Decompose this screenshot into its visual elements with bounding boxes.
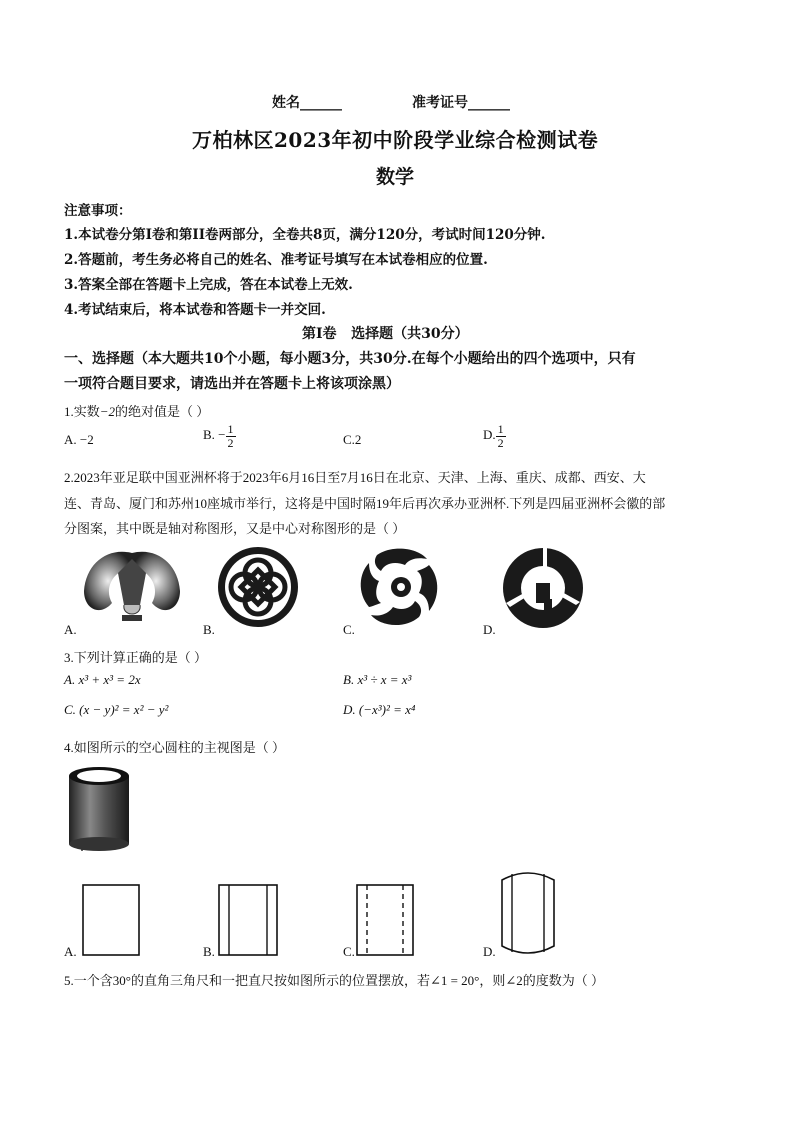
- q2-option-a-label: A.: [64, 622, 77, 637]
- q1-stem-pre: 1.实数: [64, 404, 100, 419]
- q4-option-b-drawing: [218, 884, 278, 956]
- q1-option-d: [483, 423, 506, 449]
- emblem-d-image: [500, 545, 586, 631]
- q1-option-b-denominator: 2: [227, 435, 234, 450]
- q4-option-d-drawing: [498, 868, 558, 958]
- q1-option-d-numerator: 1: [497, 422, 504, 436]
- section-instructions-line1: 一、选择题（本大题共10个小题，每小题3分，共30分.在每个小题给出的四个选项中，只有: [64, 351, 636, 367]
- subject-title: 数学: [376, 166, 415, 188]
- emblem-b-image: [216, 545, 300, 629]
- note-item-1: 1.本试卷分第I卷和第II卷两部分，全卷共8页，满分120分，考试时间120分钟.: [64, 227, 546, 243]
- q4-option-d-label: D.: [483, 944, 496, 959]
- q1-option-b-prefix: B. −: [203, 427, 226, 443]
- q1-stem: [64, 401, 209, 420]
- note-item-3: 3.答案全部在答题卡上完成，答在本试卷上无效.: [64, 277, 353, 293]
- q4-option-c-label: C.: [343, 944, 355, 959]
- q3-option-b: B. x³ ÷ x = x³: [343, 672, 412, 687]
- q3-option-d: D. (−x³)² = x⁴: [343, 702, 416, 717]
- q5-stem: 5.一个含30°的直角三角尺和一把直尺按如图所示的位置摆放，若∠1 = 20°，则∠2的度数为（ ）: [64, 973, 605, 988]
- section-instructions-line2: 一项符合题目要求，请选出并在答题卡上将该项涂黑）: [64, 376, 400, 392]
- emblem-a-image: [78, 543, 186, 625]
- q1-option-c: C.2: [343, 432, 362, 447]
- q3-option-c: C. (x − y)² = x² − y²: [64, 702, 169, 717]
- q3-stem: 3.下列计算正确的是（ ）: [64, 650, 208, 665]
- exam-title: 万柏林区2023年初中阶段学业综合检测试卷: [192, 128, 599, 152]
- note-item-2: 2.答题前，考生务必将自己的姓名、准考证号填写在本试卷相应的位置.: [64, 252, 488, 268]
- q1-stem-value: −2: [99, 404, 116, 419]
- q4-option-c-drawing: [356, 884, 414, 956]
- q2-option-d-label: D.: [483, 622, 496, 637]
- q2-stem-line3: 分图案，其中既是轴对称图形，又是中心对称图形的是（ ）: [64, 521, 406, 536]
- part1-heading: 第I卷 选择题（共30分）: [302, 326, 469, 342]
- q1-option-d-prefix: D.: [483, 427, 496, 443]
- q1-option-d-denominator: 2: [497, 435, 504, 450]
- q4-option-a-drawing: [82, 884, 140, 956]
- hollow-cylinder-image: [64, 764, 134, 852]
- notes-heading: 注意事项：: [64, 203, 132, 219]
- q1-stem-post: 的绝对值是（ ）: [115, 404, 210, 419]
- q2-option-c-label: C.: [343, 622, 355, 637]
- q1-option-b: [203, 423, 236, 449]
- note-item-4: 4.考试结束后，将本试卷和答题卡一并交回.: [64, 302, 326, 318]
- q4-option-a-label: A.: [64, 944, 77, 959]
- exam-id-field: 准考证号______: [412, 95, 510, 111]
- q2-option-b-label: B.: [203, 622, 215, 637]
- emblem-c-image: [357, 545, 443, 629]
- name-field: 姓名______: [272, 95, 342, 111]
- q3-option-a: A. x³ + x³ = 2x: [64, 672, 141, 687]
- q2-stem-line2: 连、青岛、厦门和苏州10座城市举行，这将是中国时隔19年后再次承办亚洲杯.下列是四届亚洲杯会徽的部: [64, 496, 666, 511]
- q4-stem: 4.如图所示的空心圆柱的主视图是（ ）: [64, 740, 286, 755]
- q1-option-a: A. −2: [64, 432, 94, 447]
- q1-option-b-numerator: 1: [227, 422, 234, 436]
- q4-option-b-label: B.: [203, 944, 215, 959]
- q2-stem-line1: 2.2023年亚足联中国亚洲杯将于2023年6月16日至7月16日在北京、天津、上海、重庆、成都、西安、大: [64, 470, 646, 485]
